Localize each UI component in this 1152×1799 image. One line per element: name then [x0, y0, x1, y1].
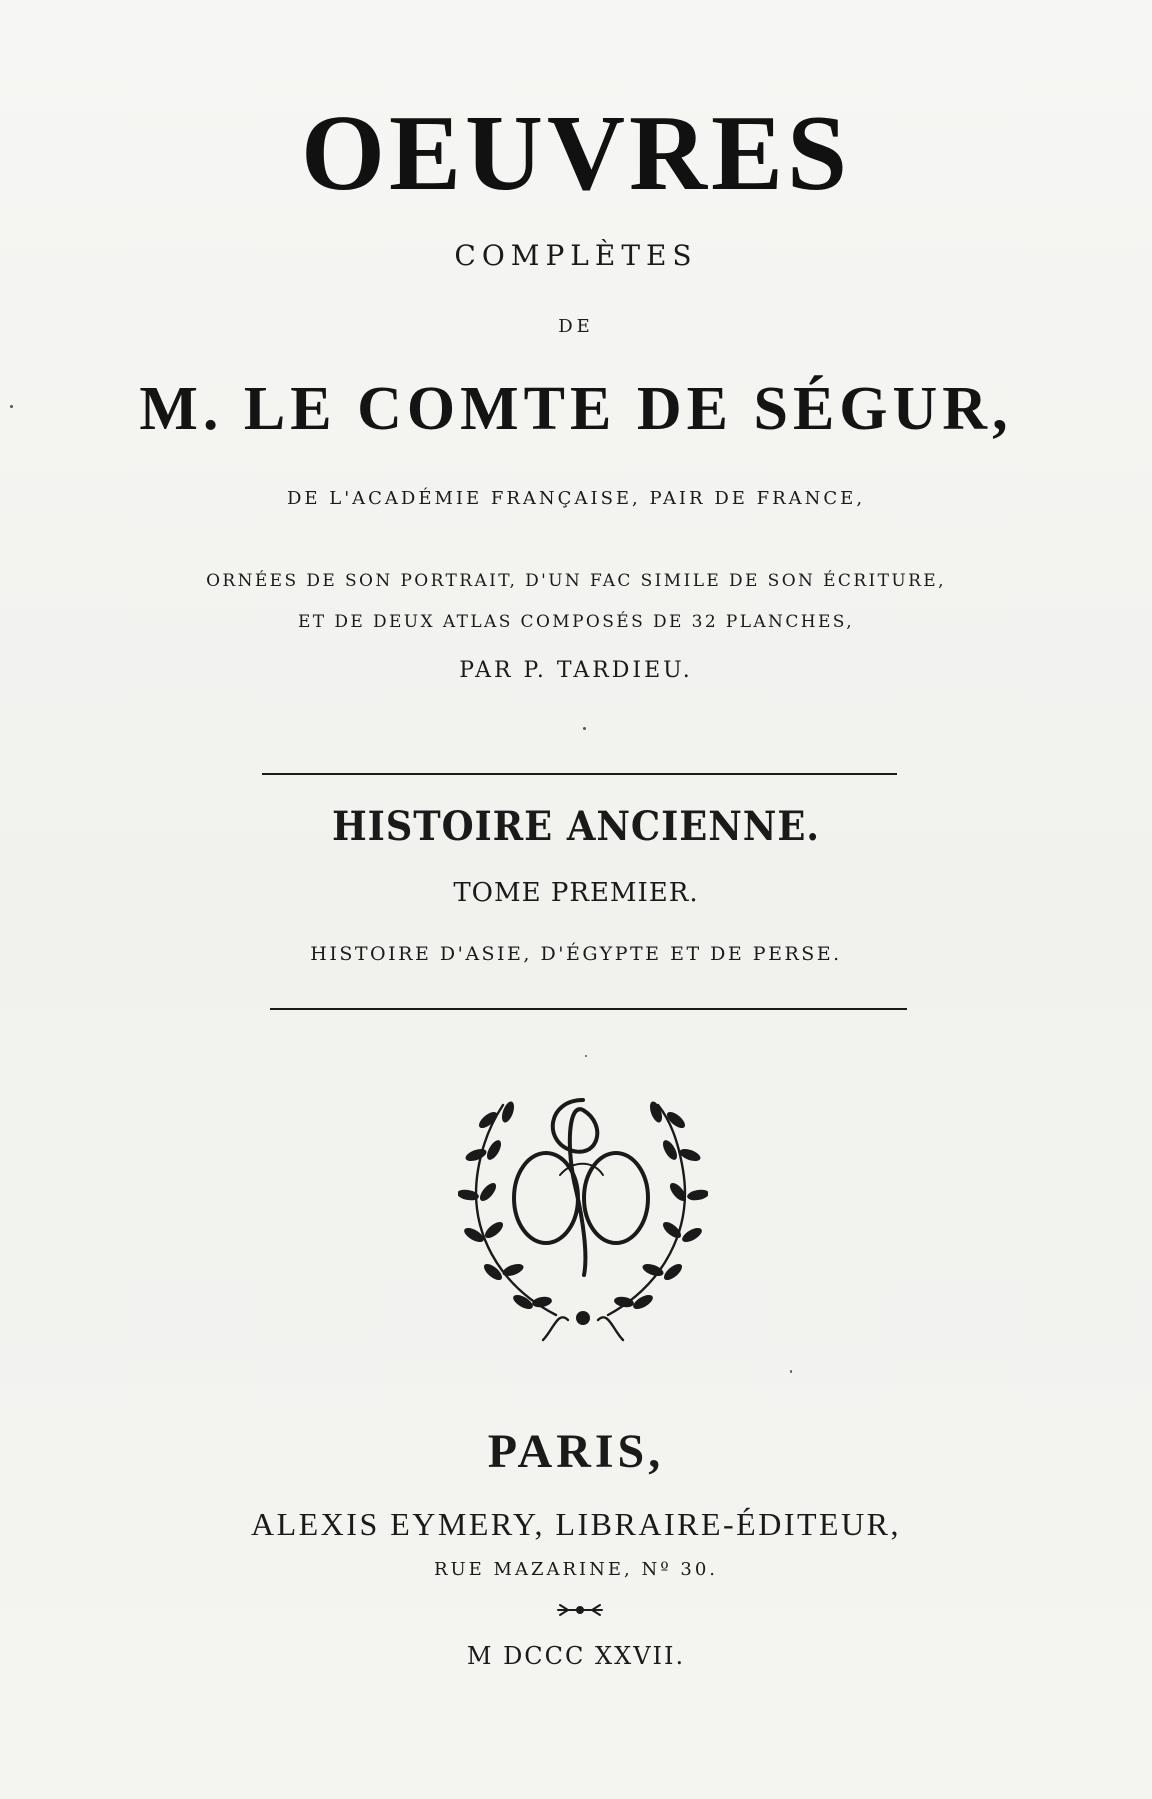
ornament-icon: [556, 1603, 604, 1617]
illustration-line-1: ORNÉES DE SON PORTRAIT, D'UN FAC SIMILE DE SON ÉCRITURE,: [206, 571, 946, 591]
author-affiliation: DE L'ACADÉMIE FRANÇAISE, PAIR DE FRANCE,: [286, 488, 866, 509]
illustration-line-2: ET DE DEUX ATLAS COMPOSÉS DE 32 PLANCHES,: [297, 612, 855, 632]
volume-label: TOME PREMIER.: [453, 878, 699, 908]
paper-speck: [585, 1055, 587, 1057]
paper-speck: [583, 727, 586, 730]
publisher-address: RUE MAZARINE, Nº 30.: [433, 1559, 719, 1580]
main-title: OEUVRES: [300, 94, 852, 213]
city: PARIS,: [487, 1425, 665, 1478]
volume-subject: HISTOIRE D'ASIE, D'ÉGYPTE ET DE PERSE.: [310, 943, 842, 965]
divider-bottom: [270, 1008, 907, 1010]
monogram-wreath-icon: [458, 1080, 708, 1350]
author-name: M. LE COMTE DE SÉGUR,: [139, 375, 1013, 443]
publisher: ALEXIS EYMERY, LIBRAIRE-ÉDITEUR,: [250, 1506, 902, 1542]
illustrator-credit: PAR P. TARDIEU.: [459, 658, 693, 683]
publication-year: M DCCC XXVII.: [466, 1642, 686, 1670]
subtitle: COMPLÈTES: [454, 239, 698, 272]
paper-speck: [10, 405, 13, 408]
divider-top: [262, 773, 897, 775]
preposition: DE: [558, 316, 594, 337]
section-title: HISTOIRE ANCIENNE.: [331, 803, 821, 850]
paper-speck: [790, 1370, 792, 1373]
